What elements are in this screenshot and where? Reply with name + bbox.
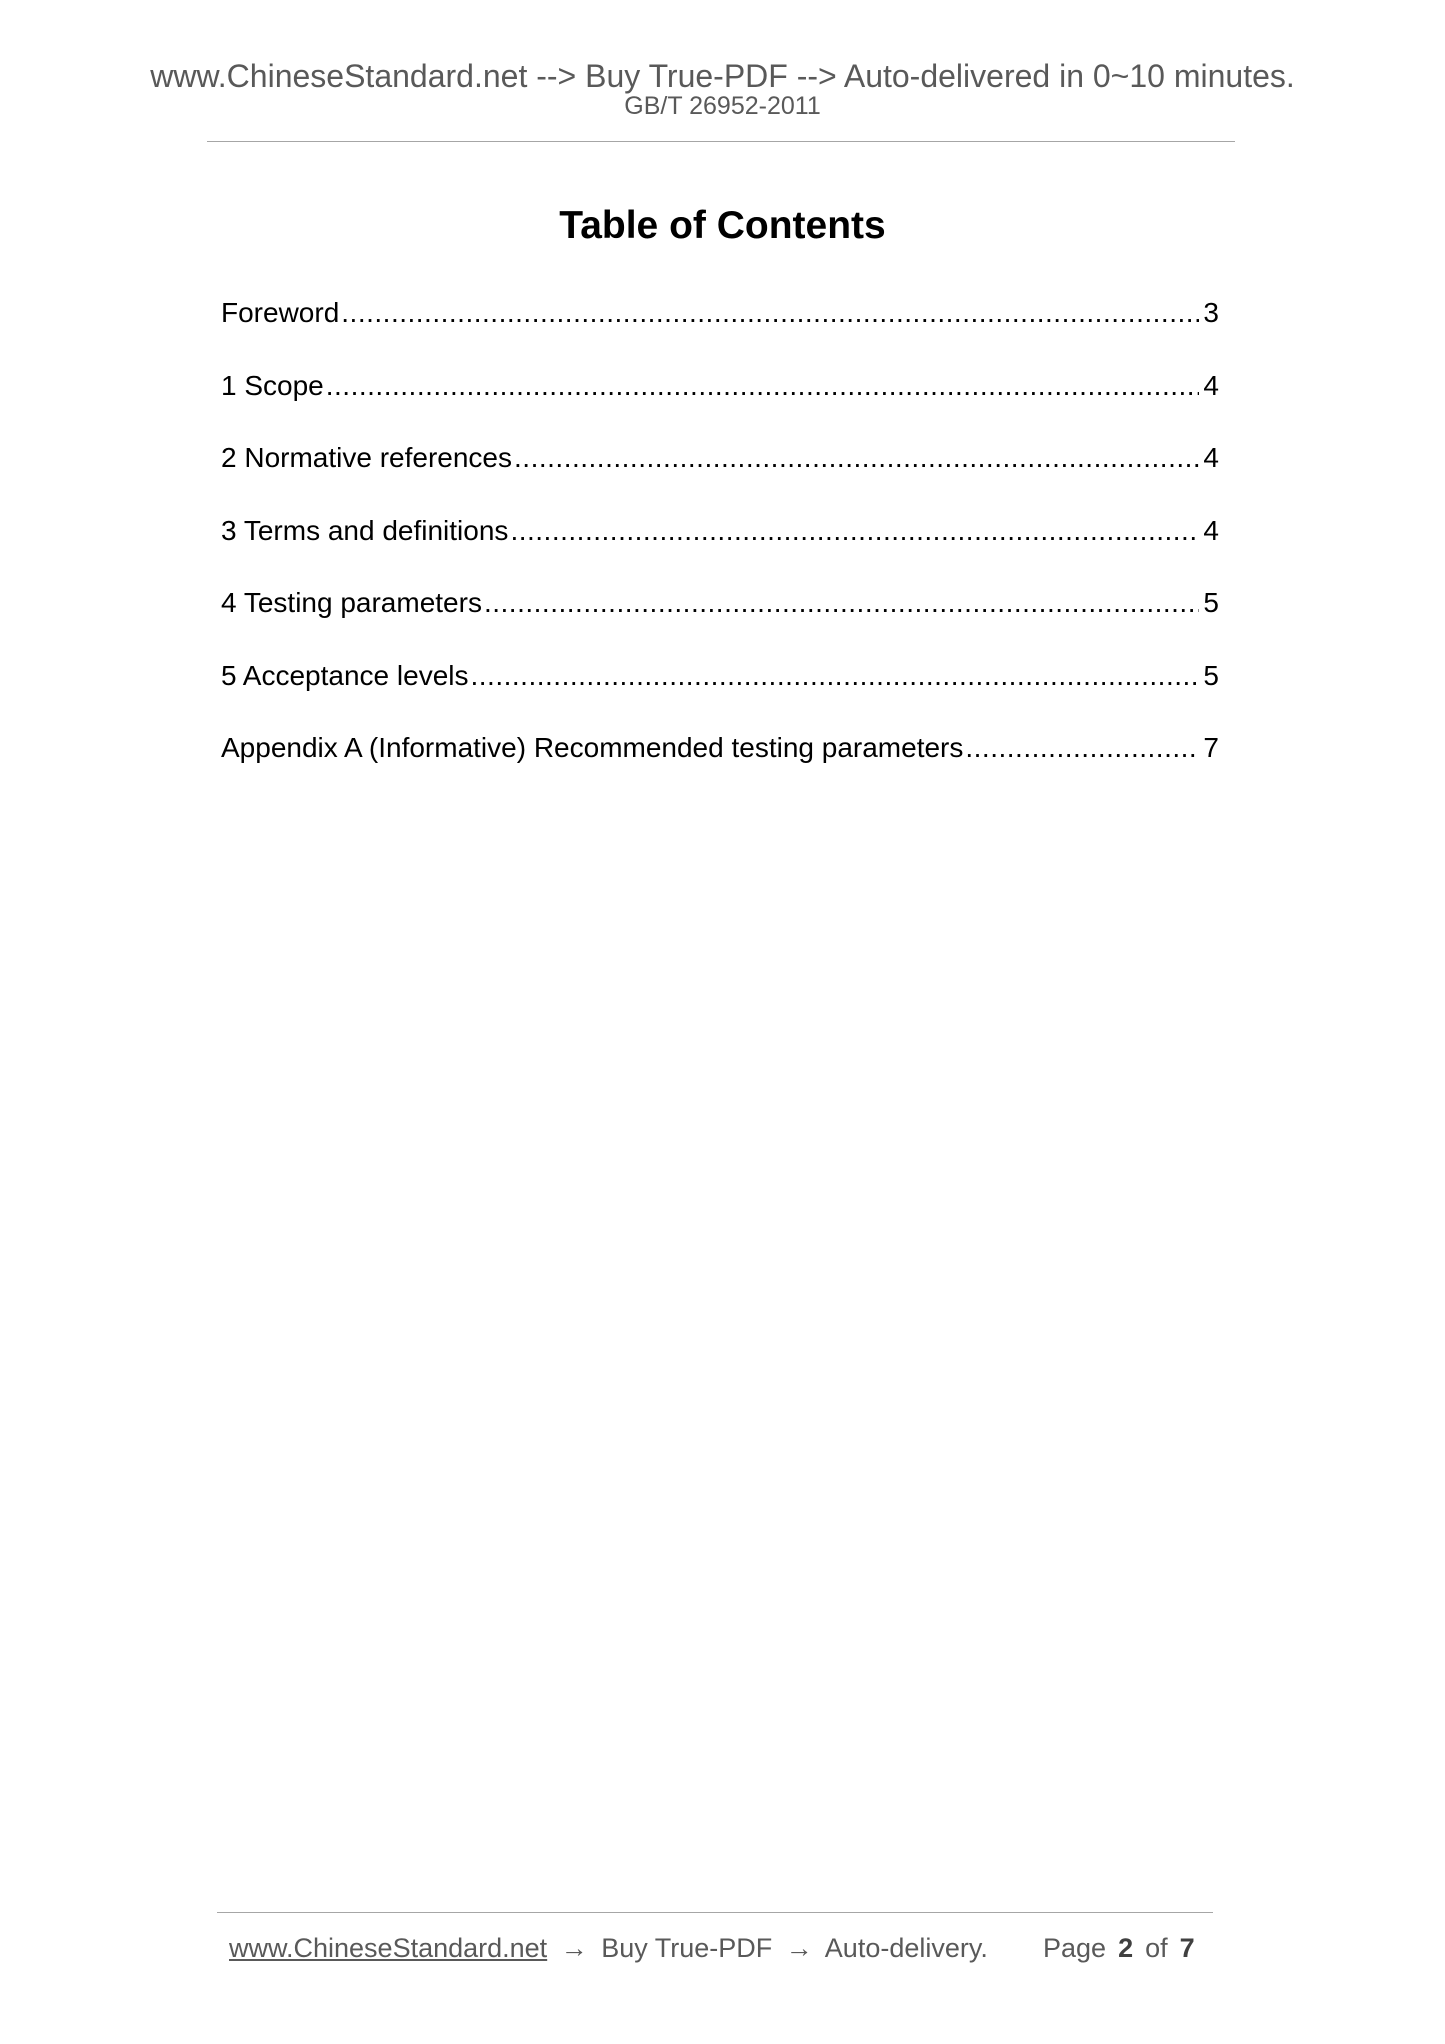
table-of-contents (221, 293, 1219, 801)
toc-page-number: 3 (1203, 297, 1219, 328)
of-label: of (1145, 1933, 1168, 1963)
toc-page-number: 4 (1203, 369, 1219, 401)
right-arrow-icon: → (785, 1933, 813, 1963)
toc-entry-title: 4 Testing parameters (221, 587, 482, 618)
toc-entry-appendix-a[interactable] (221, 728, 1219, 801)
total-pages-number: 7 (1179, 1933, 1195, 1963)
standard-code: GB/T 26952-2011 (624, 92, 821, 120)
toc-entry-normative-references[interactable] (221, 438, 1219, 511)
toc-entry-acceptance-levels[interactable] (221, 656, 1219, 729)
footer-divider (217, 1912, 1213, 1913)
toc-page-number: 4 (1203, 442, 1219, 473)
delivery-text: Auto-delivery. (824, 1933, 988, 1963)
toc-page-number: 5 (1203, 659, 1219, 691)
dot-leader (326, 366, 1200, 406)
toc-page-number: 5 (1203, 587, 1219, 618)
dot-leader (484, 583, 1199, 623)
page-title: Table of Contents (559, 204, 886, 247)
footer-promo (229, 1930, 988, 1966)
header-banner: www.ChineseStandard.net --> Buy True-PDF --> Auto-delivered in 0~10 minutes. (150, 58, 1295, 94)
buy-text: Buy True-PDF (601, 1933, 773, 1963)
toc-entry-title: 3 Terms and definitions (221, 514, 509, 546)
right-arrow-icon: → (560, 1933, 588, 1963)
site-link[interactable]: www.ChineseStandard.net (229, 1933, 548, 1963)
dot-leader (514, 438, 1199, 478)
toc-entry-title: 1 Scope (221, 369, 324, 401)
dot-leader (471, 656, 1200, 696)
toc-page-number: 4 (1203, 514, 1219, 546)
dot-leader (510, 511, 1199, 551)
page-label: Page (1043, 1933, 1107, 1963)
header-divider (207, 141, 1235, 142)
toc-entry-title: Appendix A (Informative) Recommended testing parameters (221, 732, 964, 763)
toc-entry-title: 2 Normative references (221, 442, 513, 473)
toc-entry-terms-and-definitions[interactable] (221, 511, 1219, 584)
toc-page-number: 7 (1203, 732, 1219, 763)
page-indicator (1043, 1930, 1195, 1966)
toc-entry-testing-parameters[interactable] (221, 583, 1219, 656)
dot-leader (341, 293, 1199, 333)
toc-entry-title: Foreword (221, 297, 340, 328)
dot-leader (965, 728, 1199, 768)
current-page-number: 2 (1118, 1933, 1134, 1963)
toc-entry-scope[interactable] (221, 366, 1219, 439)
toc-entry-title: 5 Acceptance levels (221, 659, 469, 691)
toc-entry-foreword[interactable] (221, 293, 1219, 366)
